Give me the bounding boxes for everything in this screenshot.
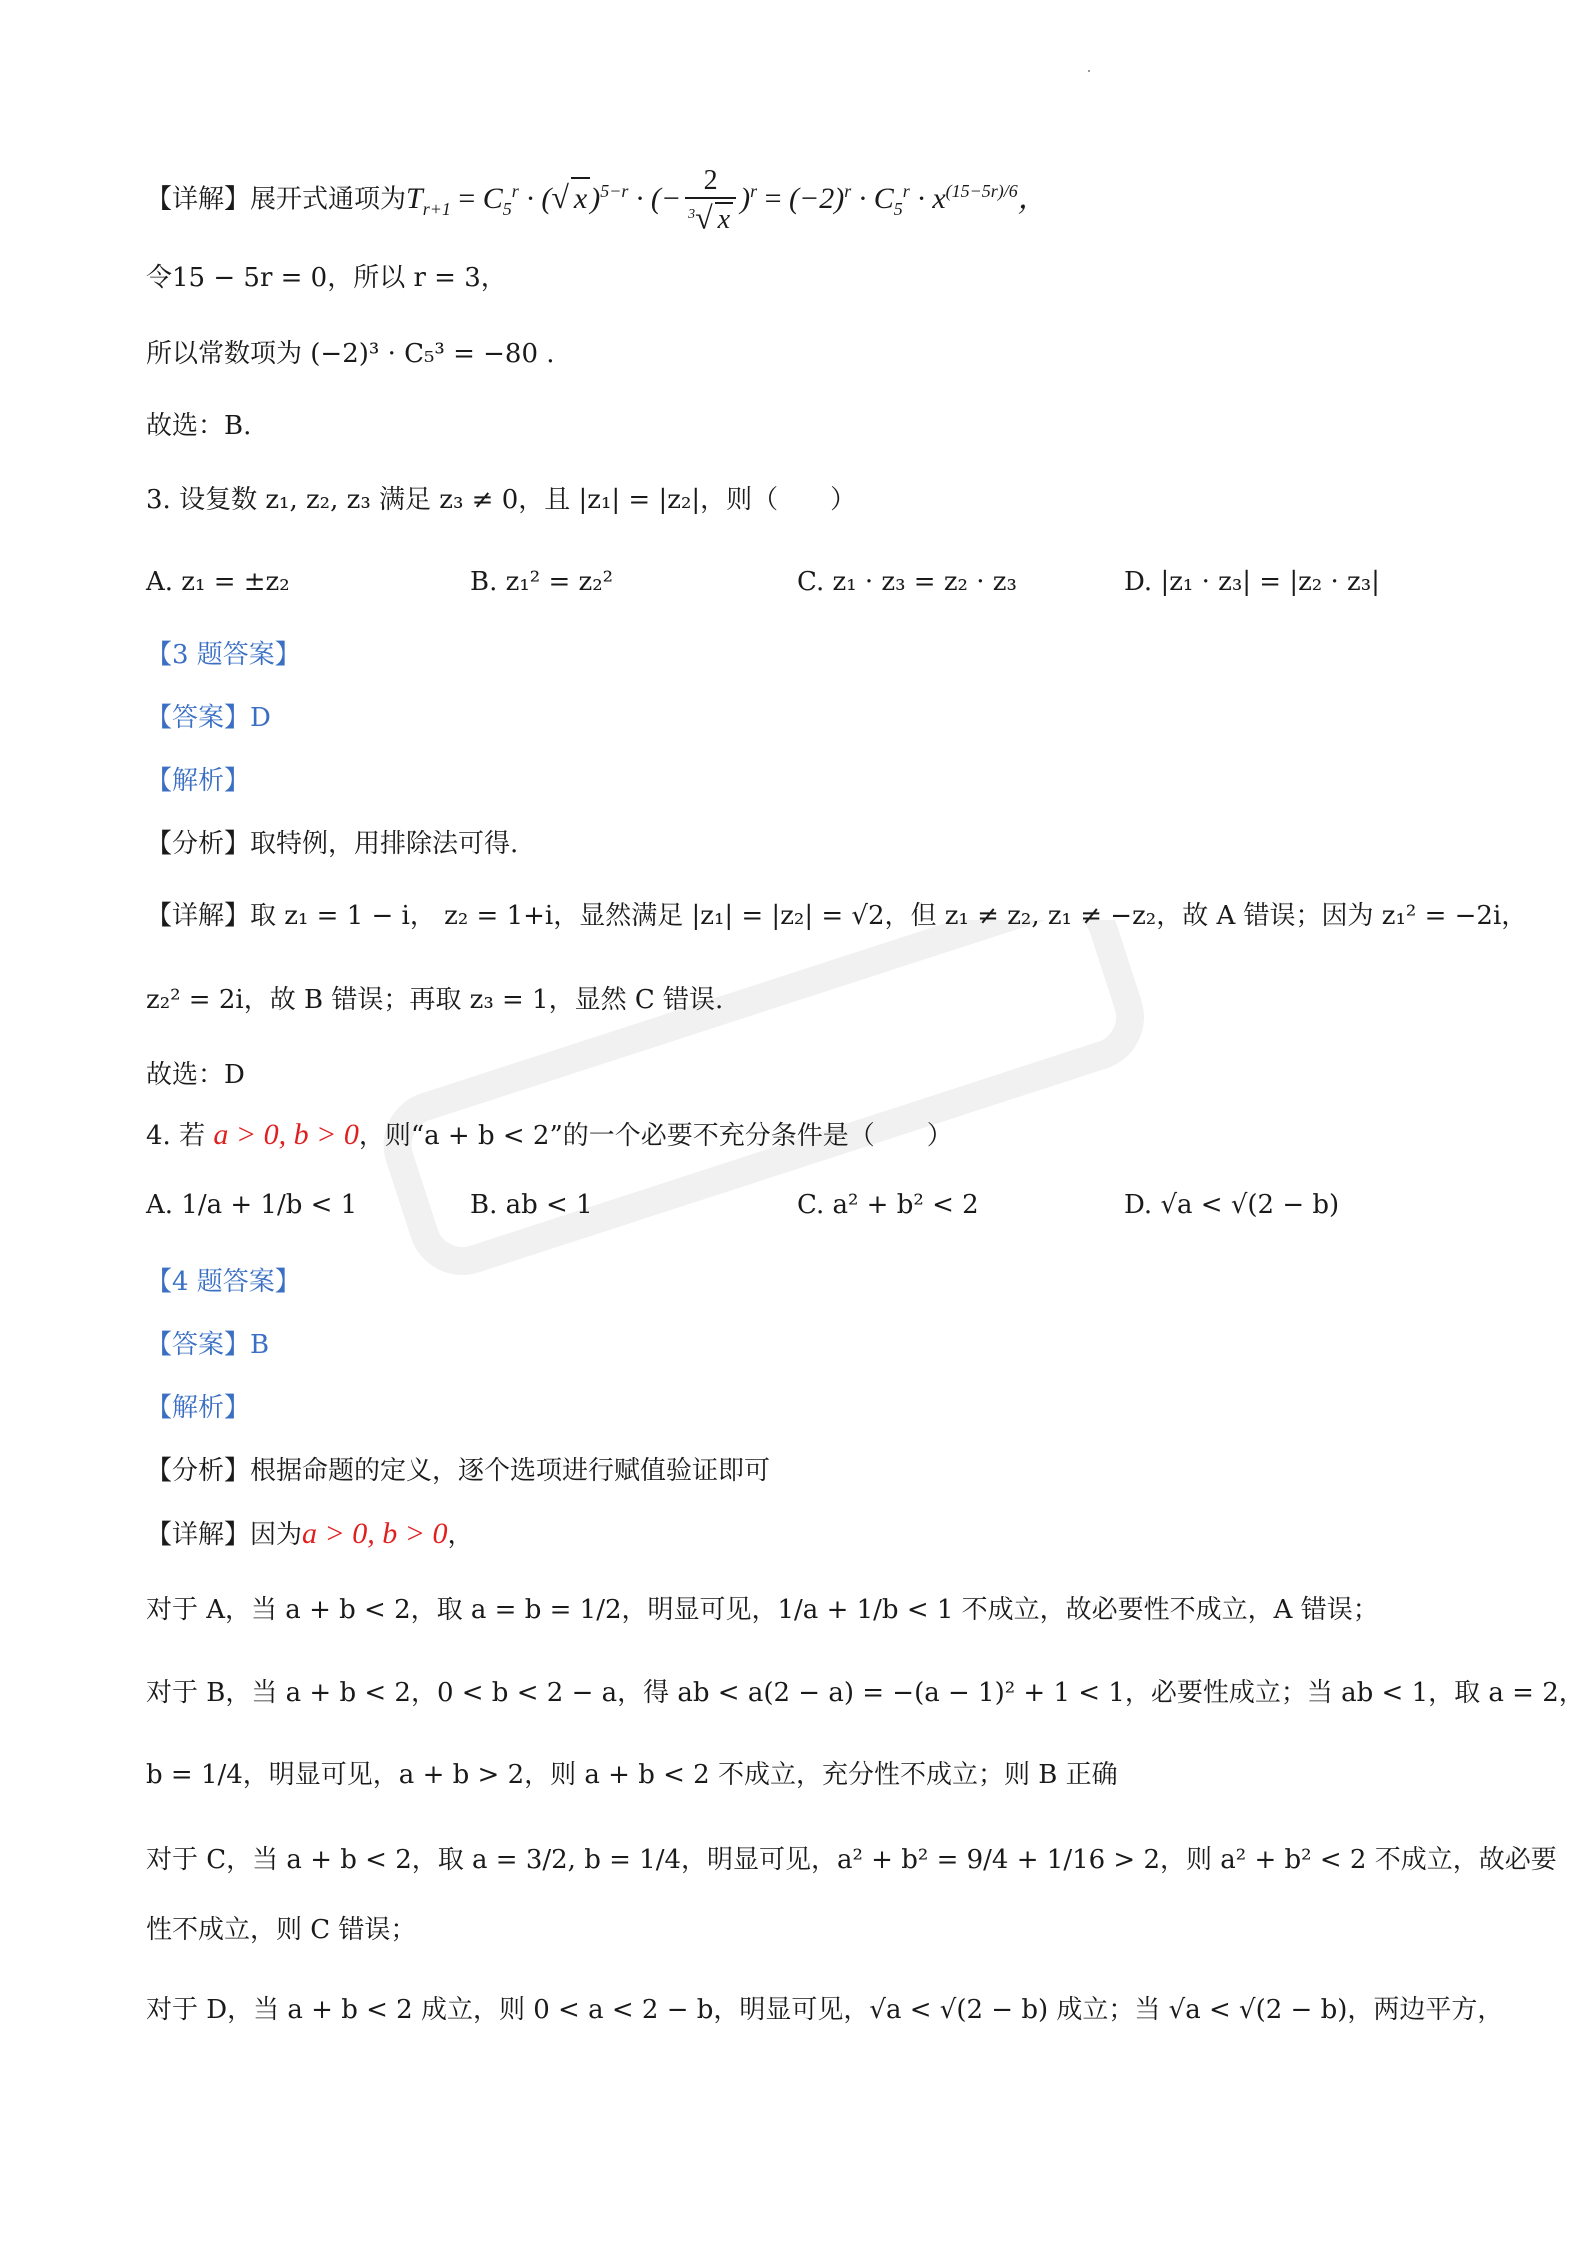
q3-option-c: C. z₁ · z₃ = z₂ · z₃: [797, 567, 1017, 597]
q3-option-b: B. z₁² = z₂²: [470, 567, 614, 597]
q3-detail-1: 【详解】取 z₁ = 1 − i， z₂ = 1+i，显然满足 |z₁| = |z₂| = √2，但 z₁ ≠ z₂, z₁ ≠ −z₂，故 A 错误；因为 z₁² = −2i，: [146, 901, 1528, 931]
q3-answer: 【答案】D: [146, 703, 271, 733]
q4-case-a: 对于 A，当 a + b < 2，取 a = b = 1/2，明显可见，1/a + 1/b < 1 不成立，故必要性不成立，A 错误；: [146, 1595, 1379, 1625]
q3-detail-2: z₂² = 2i，故 B 错误；再取 z₃ = 1，显然 C 错误.: [146, 985, 724, 1015]
answer-choice-line: 故选：B.: [146, 411, 252, 441]
q4-case-d: 对于 D，当 a + b < 2 成立，则 0 < a < 2 − b，明显可见，√a < √(2 − b) 成立；当 √a < √(2 − b)，两边平方，: [146, 1995, 1504, 2025]
q4-option-d: D. √a < √(2 − b): [1124, 1190, 1340, 1220]
question-4-stem: 4. 若 a > 0, b > 0，则“a + b < 2”的一个必要不充分条件是（ ）: [146, 1118, 953, 1151]
page-dot: [1088, 70, 1090, 72]
watermark-logo: [360, 920, 1180, 1280]
detail-line-2: 令15 − 5r = 0，所以 r = 3，: [146, 263, 507, 293]
q3-option-a: A. z₁ = ±z₂: [146, 567, 290, 597]
q3-choice: 故选：D: [146, 1060, 245, 1090]
q4-analysis: 【分析】根据命题的定义，逐个选项进行赋值验证即可: [146, 1456, 771, 1486]
q4-detail-intro: 【详解】因为a > 0, b > 0，: [146, 1517, 474, 1550]
q3-jiexi: 【解析】: [146, 766, 251, 796]
question-3-stem: 3. 设复数 z₁, z₂, z₃ 满足 z₃ ≠ 0，且 |z₁| = |z₂|，则（ ）: [146, 485, 857, 515]
q4-option-c: C. a² + b² < 2: [797, 1190, 979, 1220]
q4-option-a: A. 1/a + 1/b < 1: [146, 1190, 358, 1220]
q4-case-b-2: b = 1/4，明显可见，a + b > 2，则 a + b < 2 不成立，充分性不成立；则 B 正确: [146, 1760, 1118, 1790]
detail-line-1: 【详解】展开式通项为$T_{r+1} = C_5^r$ · (√ x )$^{5-r}$ · (− $\frac{2}{^3√ x}$ )$^r = (-2)^r \cdot C_5^r \cdot x^{(15-5r)/6}$，: [146, 165, 1048, 236]
detail-line-3: 所以常数项为 (−2)³ · C₅³ = −80 .: [146, 339, 555, 369]
q4-jiexi: 【解析】: [146, 1393, 251, 1423]
q3-option-d: D. |z₁ · z₃| = |z₂ · z₃|: [1124, 567, 1380, 597]
q3-answer-heading: 【3 题答案】: [146, 640, 301, 670]
q4-case-c-1: 对于 C，当 a + b < 2，取 a = 3/2, b = 1/4，明显可见，a² + b² = 9/4 + 1/16 > 2，则 a² + b² < 2 不成立，故必要: [146, 1845, 1557, 1875]
q3-analysis: 【分析】取特例，用排除法可得.: [146, 829, 519, 859]
general-term-formula: $T_{r+1} = C_5^r$ · (√ x )$^{5-r}$ · (− $\frac{2}{^3√ x}$ )$^r = (-2)^r \cdot C_5^r \cdot x^{(15-5r)/6}$，: [406, 165, 1048, 236]
q4-answer: 【答案】B: [146, 1330, 270, 1360]
q4-option-b: B. ab < 1: [470, 1190, 593, 1220]
q4-case-c-2: 性不成立，则 C 错误；: [146, 1915, 417, 1945]
q4-answer-heading: 【4 题答案】: [146, 1267, 301, 1297]
q4-case-b-1: 对于 B，当 a + b < 2，0 < b < 2 − a，得 ab < a(2 − a) = −(a − 1)² + 1 < 1，必要性成立；当 ab < 1，取 a = 2，: [146, 1678, 1585, 1708]
